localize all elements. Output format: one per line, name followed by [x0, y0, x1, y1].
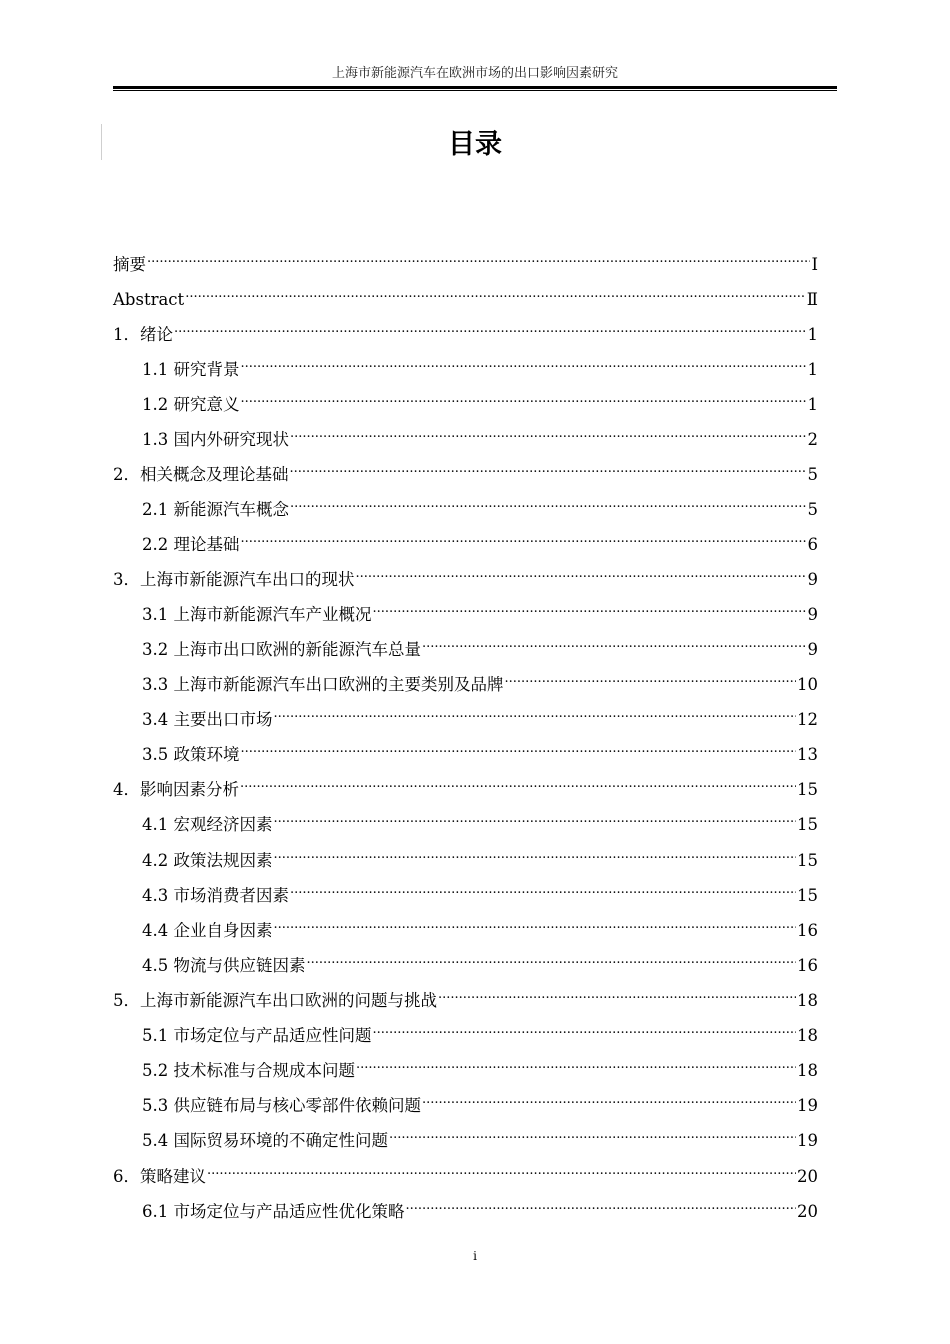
toc-entry-label: 1.1 研究背景 — [142, 360, 240, 379]
toc-entry[interactable] — [142, 631, 818, 659]
dot-leader — [356, 561, 807, 585]
dot-leader — [274, 806, 797, 830]
dot-leader — [174, 316, 807, 340]
toc-entry-label: 5.2 技术标准与合规成本问题 — [142, 1061, 355, 1080]
toc-entry[interactable] — [113, 1158, 818, 1186]
toc-entry-label: Abstract — [113, 290, 185, 309]
toc-entry-label: 5．上海市新能源汽车出口欧洲的问题与挑战 — [113, 991, 437, 1010]
dot-leader — [290, 456, 807, 480]
toc-entry-label: 2.2 理论基础 — [142, 535, 240, 554]
dot-leader — [438, 982, 796, 1006]
dot-leader — [207, 1158, 796, 1182]
toc-entry-label: 3．上海市新能源汽车出口的现状 — [113, 570, 355, 589]
dot-leader — [373, 1017, 797, 1041]
dot-leader — [274, 912, 797, 936]
toc-entry-page: 2 — [807, 430, 818, 449]
toc-entry[interactable] — [142, 947, 818, 975]
dot-leader — [147, 246, 810, 270]
toc-entry[interactable] — [142, 351, 818, 379]
toc-entry[interactable] — [142, 877, 818, 905]
toc-entry[interactable] — [142, 1122, 818, 1150]
toc-entry-page: 20 — [797, 1167, 818, 1186]
page-title: 目录 — [448, 129, 502, 160]
toc-entry-label: 2．相关概念及理论基础 — [113, 465, 289, 484]
toc-entry[interactable] — [142, 1193, 818, 1221]
toc-entry-page: 15 — [797, 780, 818, 799]
toc-entry[interactable] — [113, 246, 818, 274]
dot-leader — [274, 701, 797, 725]
toc-entry-page: 1 — [807, 395, 818, 414]
toc-entry[interactable] — [113, 982, 818, 1010]
toc-entry-page: 1 — [807, 360, 818, 379]
toc-entry-label: 4.4 企业自身因素 — [142, 921, 273, 940]
toc-entry-page: 5 — [807, 500, 818, 519]
dot-leader — [373, 596, 807, 620]
dot-leader — [241, 736, 797, 760]
toc-entry-label: 4.3 市场消费者因素 — [142, 886, 289, 905]
dot-leader — [241, 526, 807, 550]
toc-entry-page: 15 — [797, 886, 818, 905]
toc-entry-page: 12 — [797, 710, 818, 729]
toc-entry-page: 15 — [797, 815, 818, 834]
dot-leader — [307, 947, 797, 971]
toc-entry[interactable] — [142, 1017, 818, 1045]
toc-entry-label: 6.1 市场定位与产品适应性优化策略 — [142, 1202, 405, 1221]
dot-leader — [241, 351, 807, 375]
toc-entry-page: 5 — [807, 465, 818, 484]
dot-leader — [356, 1052, 796, 1076]
toc-entry-page: 19 — [797, 1131, 818, 1150]
toc-entry-label: 4．影响因素分析 — [113, 780, 239, 799]
toc-entry[interactable] — [113, 456, 818, 484]
toc-entry[interactable] — [142, 842, 818, 870]
toc-entry[interactable] — [142, 1087, 818, 1115]
toc-entry-label: 2.1 新能源汽车概念 — [142, 500, 289, 519]
toc-entry-page: 1 — [807, 325, 818, 344]
toc-entry-page: 18 — [797, 991, 818, 1010]
toc-entry-page: 9 — [807, 605, 818, 624]
toc-entry-label: 4.5 物流与供应链因素 — [142, 956, 306, 975]
toc-entry[interactable] — [113, 281, 818, 309]
header-rule-thin — [113, 90, 837, 91]
dot-leader — [240, 771, 796, 795]
toc-entry-page: 16 — [797, 956, 818, 975]
toc-entry-page: I — [811, 255, 818, 274]
toc-entry[interactable] — [142, 421, 818, 449]
toc-entry-page: 15 — [797, 851, 818, 870]
dot-leader — [422, 1087, 796, 1111]
toc-entry[interactable] — [142, 701, 818, 729]
toc-entry[interactable] — [142, 1052, 818, 1080]
toc-entry[interactable] — [113, 771, 818, 799]
toc-entry-page: Ⅱ — [806, 290, 818, 309]
toc-entry-label: 4.2 政策法规因素 — [142, 851, 273, 870]
toc-entry-page: 13 — [797, 745, 818, 764]
header-rule-thick — [113, 86, 837, 89]
dot-leader — [389, 1122, 796, 1146]
toc-entry[interactable] — [142, 666, 818, 694]
dot-leader — [290, 491, 807, 515]
toc-entry-page: 9 — [807, 570, 818, 589]
toc-entry-label: 1.2 研究意义 — [142, 395, 240, 414]
toc-entry-label: 5.3 供应链布局与核心零部件依赖问题 — [142, 1096, 421, 1115]
toc-entry-page: 19 — [797, 1096, 818, 1115]
toc-entry[interactable] — [113, 561, 818, 589]
toc-entry-label: 5.1 市场定位与产品适应性问题 — [142, 1026, 372, 1045]
toc-entry[interactable] — [142, 526, 818, 554]
page-number: i — [473, 1249, 477, 1263]
dot-leader — [422, 631, 807, 655]
toc-entry[interactable] — [142, 736, 818, 764]
toc-entry-label: 5.4 国际贸易环境的不确定性问题 — [142, 1131, 388, 1150]
dot-leader — [274, 842, 797, 866]
dot-leader — [505, 666, 797, 690]
toc-entry-label: 3.4 主要出口市场 — [142, 710, 273, 729]
toc-entry-label: 摘要 — [113, 255, 146, 274]
toc-entry-page: 18 — [797, 1061, 818, 1080]
dot-leader — [185, 281, 806, 305]
dot-leader — [241, 386, 807, 410]
toc-entry[interactable] — [142, 912, 818, 940]
toc-entry-page: 18 — [797, 1026, 818, 1045]
toc-entry-page: 20 — [797, 1202, 818, 1221]
toc-entry[interactable] — [113, 316, 818, 344]
dot-leader — [290, 877, 796, 901]
toc-entry-page: 6 — [807, 535, 818, 554]
toc-entry-label: 3.5 政策环境 — [142, 745, 240, 764]
toc-entry[interactable] — [142, 596, 818, 624]
dot-leader — [406, 1193, 797, 1217]
toc-entry-page: 9 — [807, 640, 818, 659]
toc-entry-page: 16 — [797, 921, 818, 940]
toc-entry-label: 6．策略建议 — [113, 1167, 206, 1186]
toc-entry-label: 3.2 上海市出口欧洲的新能源汽车总量 — [142, 640, 421, 659]
toc-entry-label: 3.1 上海市新能源汽车产业概况 — [142, 605, 372, 624]
toc-entry-label: 3.3 上海市新能源汽车出口欧洲的主要类别及品牌 — [142, 675, 504, 694]
toc-entry[interactable] — [142, 491, 818, 519]
toc-entry[interactable] — [142, 806, 818, 834]
toc-entry-label: 1．绪论 — [113, 325, 173, 344]
toc-entry[interactable] — [142, 386, 818, 414]
toc-entry-page: 10 — [797, 675, 818, 694]
dot-leader — [290, 421, 807, 445]
toc-entry-label: 1.3 国内外研究现状 — [142, 430, 289, 449]
toc-entry-label: 4.1 宏观经济因素 — [142, 815, 273, 834]
running-header: 上海市新能源汽车在欧洲市场的出口影响因素研究 — [331, 66, 618, 81]
